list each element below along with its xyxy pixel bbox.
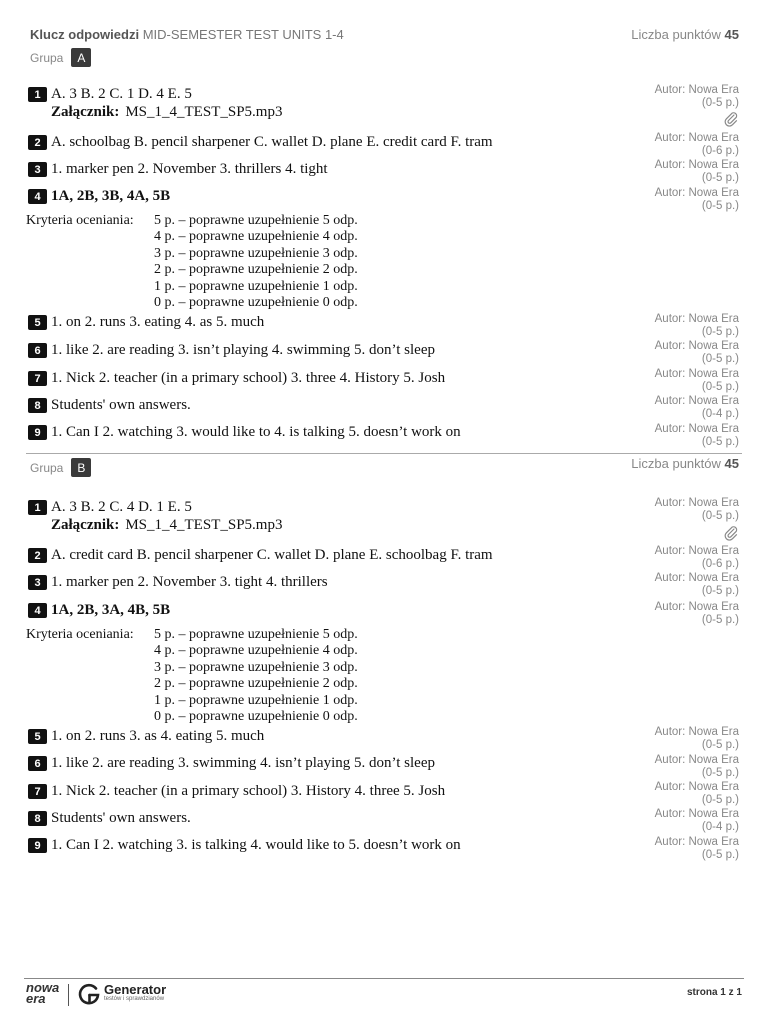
author-text: Autor: Nowa Era	[654, 395, 739, 407]
task-b7	[28, 783, 445, 800]
points-range: (0-5 p.)	[701, 614, 739, 626]
criteria-line: 3 p. – poprawne uzupełnienie 3 odp.	[154, 659, 358, 675]
generator-logo	[77, 982, 101, 1006]
task-number: 2	[28, 135, 47, 150]
author-text: Autor: Nowa Era	[654, 159, 739, 171]
paperclip-icon[interactable]	[724, 111, 738, 127]
logo-divider	[68, 984, 69, 1006]
author-text: Autor: Nowa Era	[654, 84, 739, 96]
criteria-line: 2 p. – poprawne uzupełnienie 2 odp.	[154, 676, 358, 692]
points-range: (0-5 p.)	[701, 381, 739, 393]
task-b5	[28, 728, 264, 745]
criteria-line: 0 p. – poprawne uzupełnienie 0 odp.	[154, 709, 358, 725]
task-answer: 1. Can I 2. watching 3. is talking 4. would like to 5. doesn’t work on	[51, 837, 461, 853]
points-range: (0-4 p.)	[701, 821, 739, 833]
author-b4	[655, 601, 739, 627]
points-range: (0-5 p.)	[701, 849, 739, 861]
points-range: (0-5 p.)	[701, 97, 739, 109]
points-range: (0-5 p.)	[701, 353, 739, 365]
task-answer: Students' own answers.	[51, 397, 191, 413]
author-b5	[655, 726, 739, 752]
task-b8	[28, 810, 191, 827]
author-a4	[655, 187, 739, 213]
group-b-header	[30, 458, 91, 477]
task-answer: 1. like 2. are reading 3. swimming 4. isn’t playing 5. don’t sleep	[51, 755, 435, 771]
author-text: Autor: Nowa Era	[654, 545, 739, 557]
points-range: (0-5 p.)	[701, 794, 739, 806]
author-text: Autor: Nowa Era	[654, 313, 739, 325]
generator-logo-subtitle: testów i sprawdzianów	[104, 996, 165, 1002]
points-range: (0-5 p.)	[701, 172, 739, 184]
title-bold: Klucz odpowiedzi	[30, 27, 140, 42]
criteria-line: 3 p. – poprawne uzupełnienie 3 odp.	[154, 245, 358, 261]
task-answer: 1. like 2. are reading 3. isn’t playing 4. swimming 5. don’t sleep	[51, 342, 435, 358]
task-number: 1	[28, 500, 47, 515]
author-text: Autor: Nowa Era	[654, 497, 739, 509]
points-range: (0-5 p.)	[701, 436, 739, 448]
task-number: 2	[28, 548, 47, 563]
points-range: (0-5 p.)	[701, 739, 739, 751]
author-a2	[655, 132, 739, 158]
group-label: Grupa	[30, 460, 64, 475]
author-b6	[655, 754, 739, 780]
attachment-file[interactable]: MS_1_4_TEST_SP5.mp3	[125, 104, 283, 120]
footer-divider	[24, 978, 744, 979]
task-answer: 1. Nick 2. teacher (in a primary school) 3. History 4. three 5. Josh	[51, 783, 446, 799]
task-answer: 1. marker pen 2. November 3. thrillers 4. tight	[51, 161, 328, 177]
points-label: Liczba punktów	[631, 27, 721, 42]
points-value: 45	[724, 27, 739, 42]
title-rest: MID-SEMESTER TEST UNITS 1-4	[142, 27, 344, 42]
task-answer: 1. Nick 2. teacher (in a primary school) 3. three 4. History 5. Josh	[51, 370, 446, 386]
attachment-label: Załącznik:	[51, 517, 120, 533]
points-range: (0-4 p.)	[701, 408, 739, 420]
author-text: Autor: Nowa Era	[654, 423, 739, 435]
task-a8	[28, 397, 191, 414]
task-number: 9	[28, 425, 47, 440]
total-points	[631, 27, 739, 42]
task-number: 7	[28, 784, 47, 799]
paperclip-icon[interactable]	[724, 525, 738, 541]
task-number: 8	[28, 811, 47, 826]
task-a9	[28, 424, 461, 441]
author-text: Autor: Nowa Era	[654, 754, 739, 766]
attachment-file[interactable]: MS_1_4_TEST_SP5.mp3	[125, 517, 283, 533]
points-range: (0-5 p.)	[701, 326, 739, 338]
criteria-label: Kryteria oceniania:	[26, 627, 134, 642]
author-text: Autor: Nowa Era	[654, 187, 739, 199]
task-answer: Students' own answers.	[51, 810, 191, 826]
author-a1	[655, 84, 739, 110]
task-number: 9	[28, 838, 47, 853]
task-number: 8	[28, 398, 47, 413]
points-range: (0-6 p.)	[701, 558, 739, 570]
task-a1	[28, 86, 192, 103]
points-range: (0-5 p.)	[701, 767, 739, 779]
task-answer: 1A, 2B, 3B, 4A, 5B	[51, 188, 171, 204]
criteria-label: Kryteria oceniania:	[26, 213, 134, 228]
task-a6	[28, 342, 435, 359]
points-range: (0-6 p.)	[701, 145, 739, 157]
page-number: strona 1 z 1	[686, 987, 742, 998]
criteria-line: 1 p. – poprawne uzupełnienie 1 odp.	[154, 278, 358, 294]
task-answer: 1. marker pen 2. November 3. tight 4. thrillers	[51, 574, 328, 590]
group-letter-badge: A	[71, 48, 91, 67]
task-answer: A. schoolbag B. pencil sharpener C. wallet D. plane E. credit card F. tram	[51, 134, 493, 150]
author-b2	[655, 545, 739, 571]
task-number: 5	[28, 315, 47, 330]
criteria-list-b	[154, 627, 358, 725]
task-number: 6	[28, 343, 47, 358]
author-b1	[655, 497, 739, 523]
task-number: 5	[28, 729, 47, 744]
author-b8	[655, 808, 739, 834]
attachment-a1[interactable]	[51, 104, 282, 121]
criteria-line: 5 p. – poprawne uzupełnienie 5 odp.	[154, 627, 358, 642]
criteria-line: 0 p. – poprawne uzupełnienie 0 odp.	[154, 295, 358, 311]
criteria-list-a	[154, 213, 358, 311]
task-b9	[28, 837, 461, 854]
attachment-label: Załącznik:	[51, 104, 120, 120]
task-number: 4	[28, 603, 47, 618]
criteria-line: 2 p. – poprawne uzupełnienie 2 odp.	[154, 262, 358, 278]
task-b1	[28, 499, 192, 516]
author-text: Autor: Nowa Era	[654, 132, 739, 144]
document-title	[30, 27, 344, 42]
task-number: 3	[28, 162, 47, 177]
generator-logo-text: Generator	[104, 982, 167, 997]
author-b9	[655, 836, 739, 862]
task-b4	[28, 602, 170, 619]
author-text: Autor: Nowa Era	[654, 808, 739, 820]
author-text: Autor: Nowa Era	[654, 836, 739, 848]
task-a5	[28, 314, 264, 331]
group-a-header	[30, 48, 91, 67]
task-number: 6	[28, 756, 47, 771]
author-b7	[655, 781, 739, 807]
task-number: 7	[28, 371, 47, 386]
author-a3	[655, 159, 739, 185]
points-label: Liczba punktów	[631, 456, 721, 471]
criteria-line: 4 p. – poprawne uzupełnienie 4 odp.	[154, 643, 358, 659]
task-number: 1	[28, 87, 47, 102]
points-range: (0-5 p.)	[701, 200, 739, 212]
group-b-points	[631, 456, 739, 471]
criteria-line: 5 p. – poprawne uzupełnienie 5 odp.	[154, 213, 358, 228]
author-text: Autor: Nowa Era	[654, 601, 739, 613]
task-a7	[28, 370, 445, 387]
task-answer: A. credit card B. pencil sharpener C. wallet D. plane E. schoolbag F. tram	[51, 547, 493, 563]
points-value: 45	[724, 456, 739, 471]
group-letter-badge: B	[71, 458, 91, 477]
criteria-line: 1 p. – poprawne uzupełnienie 1 odp.	[154, 692, 358, 708]
author-text: Autor: Nowa Era	[654, 340, 739, 352]
logo-nowa-text: nowa	[26, 980, 60, 995]
task-answer: 1. Can I 2. watching 3. would like to 4. is talking 5. doesn’t work on	[51, 424, 461, 440]
task-answer: A. 3 B. 2 C. 1 D. 4 E. 5	[51, 86, 192, 102]
points-range: (0-5 p.)	[701, 510, 739, 522]
group-label: Grupa	[30, 50, 64, 65]
author-a7	[655, 368, 739, 394]
attachment-b1[interactable]	[51, 517, 282, 534]
author-a8	[655, 395, 739, 421]
task-b2	[28, 547, 493, 564]
task-number: 4	[28, 189, 47, 204]
task-a3	[28, 161, 328, 178]
nowa-era-logo	[26, 982, 59, 1004]
criteria-line: 4 p. – poprawne uzupełnienie 4 odp.	[154, 229, 358, 245]
author-text: Autor: Nowa Era	[654, 572, 739, 584]
author-text: Autor: Nowa Era	[654, 781, 739, 793]
author-a9	[655, 423, 739, 449]
task-answer: 1A, 2B, 3A, 4B, 5B	[51, 602, 171, 618]
author-text: Autor: Nowa Era	[654, 726, 739, 738]
task-a4	[28, 188, 170, 205]
logo-era-text: era	[26, 991, 46, 1006]
task-b6	[28, 755, 435, 772]
author-a5	[655, 313, 739, 339]
task-b3	[28, 574, 328, 591]
author-text: Autor: Nowa Era	[654, 368, 739, 380]
task-number: 3	[28, 575, 47, 590]
task-answer: 1. on 2. runs 3. as 4. eating 5. much	[51, 728, 265, 744]
task-answer: A. 3 B. 2 C. 4 D. 1 E. 5	[51, 499, 192, 515]
task-answer: 1. on 2. runs 3. eating 4. as 5. much	[51, 314, 265, 330]
task-a2	[28, 134, 493, 151]
points-range: (0-5 p.)	[701, 585, 739, 597]
author-b3	[655, 572, 739, 598]
group-separator	[26, 453, 742, 454]
author-a6	[655, 340, 739, 366]
